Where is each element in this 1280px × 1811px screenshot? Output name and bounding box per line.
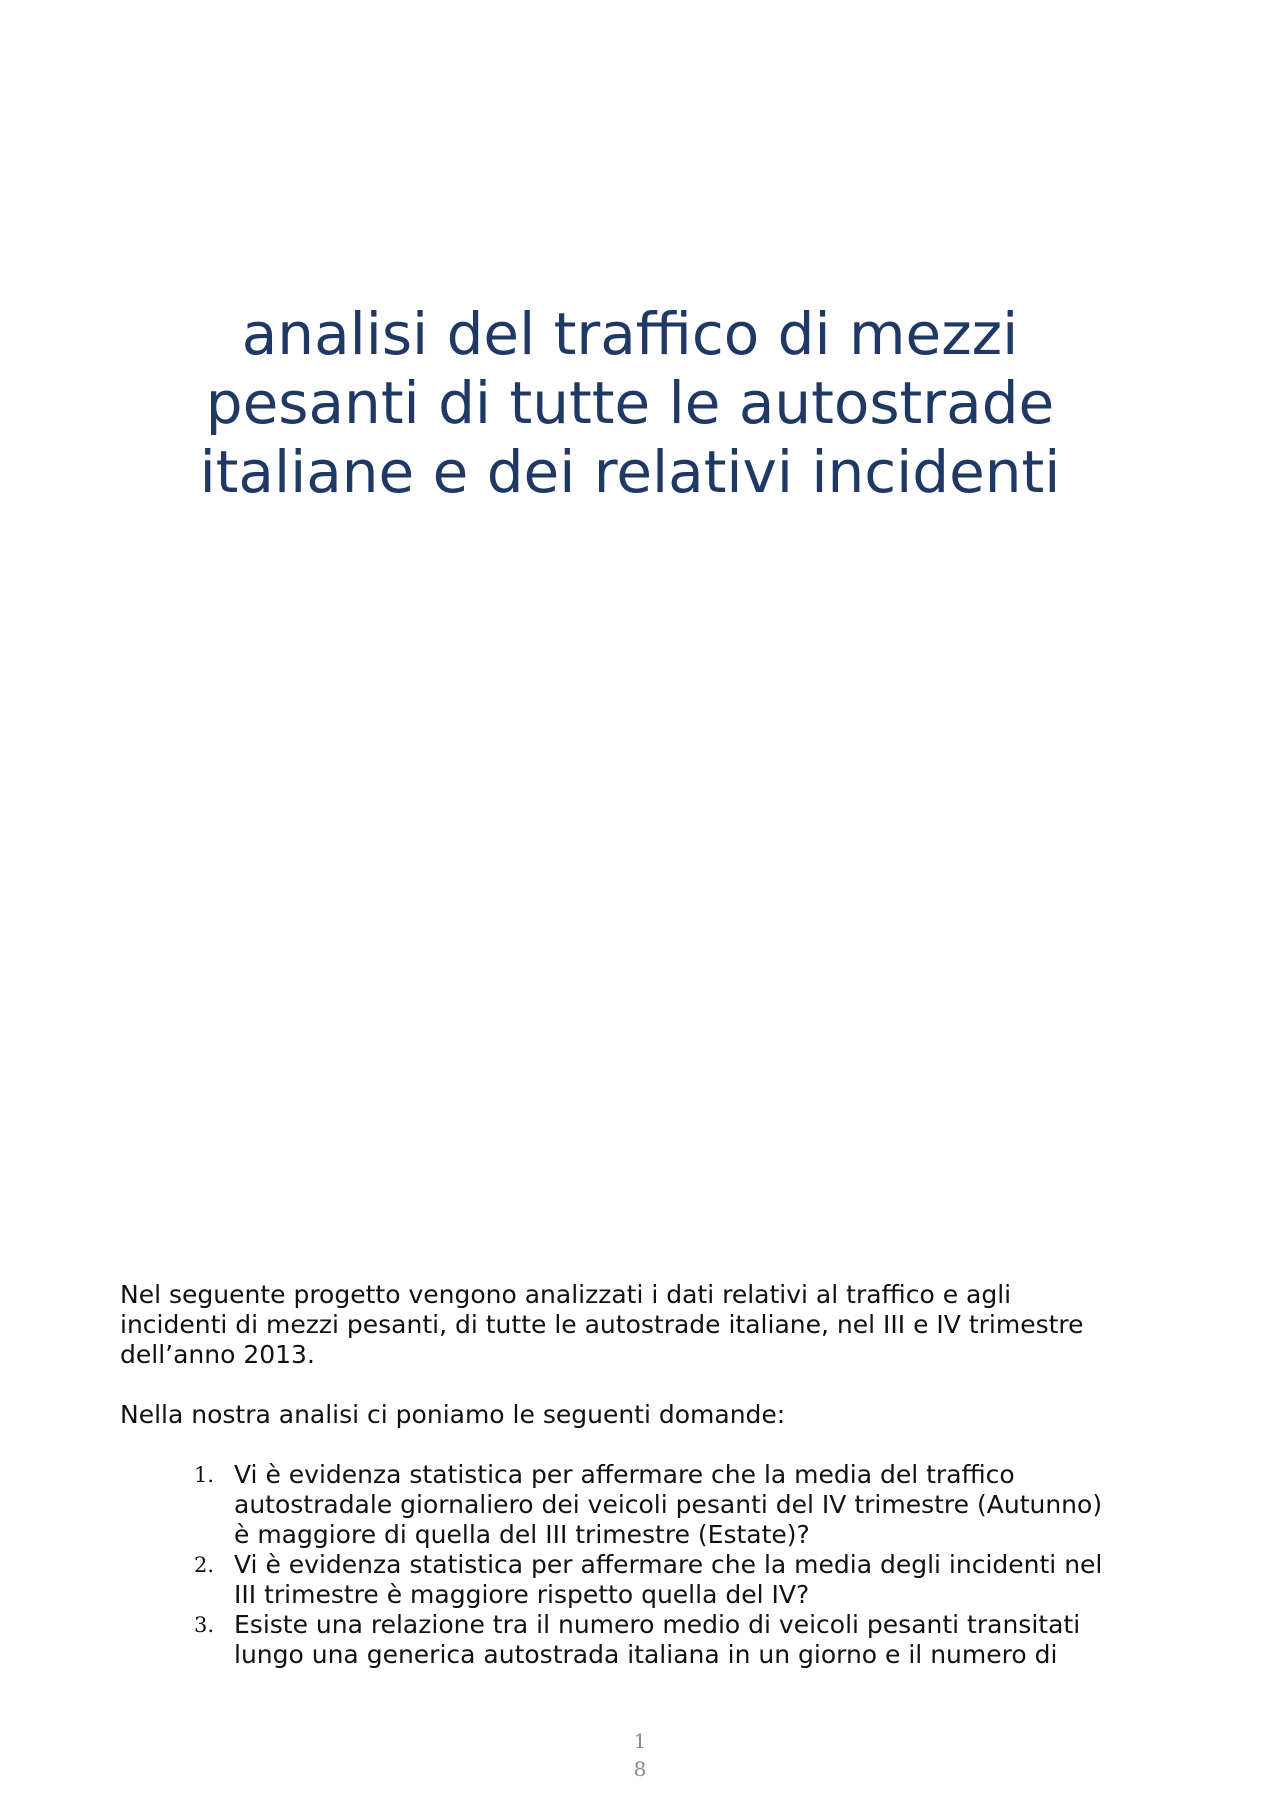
page-number-digit: 1 (633, 1729, 647, 1753)
list-item (120, 1550, 1170, 1610)
list-item-number: 3. (194, 1613, 215, 1637)
list-item-text (234, 1460, 1170, 1550)
question-line: III trimestre è maggiore rispetto quella del IV? (234, 1580, 810, 1609)
list-item (120, 1460, 1170, 1550)
title-line: analisi del traffico di mezzi (241, 300, 1019, 368)
intro-line: Nel seguente progetto vengono analizzati i dati relativi al traffico e agli (120, 1280, 1012, 1309)
page-number (610, 1727, 670, 1783)
list-item (120, 1610, 1170, 1670)
title-line: italiane e dei relativi incidenti (199, 438, 1061, 506)
question-line: Vi è evidenza statistica per affermare che la media del traffico (234, 1460, 1015, 1489)
intro-line: incidenti di mezzi pesanti, di tutte le autostrade italiane, nel III e IV trimestre (120, 1310, 1084, 1339)
list-item-text (234, 1610, 1170, 1670)
page-number-digit: 8 (633, 1757, 647, 1781)
list-item-text (234, 1550, 1170, 1610)
question-line: Vi è evidenza statistica per affermare che la media degli incidenti nel (234, 1550, 1103, 1579)
list-item-number: 1. (194, 1463, 215, 1487)
list-item-number: 2. (194, 1553, 215, 1577)
questions-intro: Nella nostra analisi ci poniamo le seguenti domande: (120, 1400, 786, 1429)
question-line: autostradale giornaliero dei veicoli pesanti del IV trimestre (Autunno) (234, 1490, 1103, 1519)
title-line: pesanti di tutte le autostrade (205, 369, 1055, 437)
question-line: è maggiore di quella del III trimestre (Estate)? (234, 1520, 810, 1549)
document-title (100, 300, 1160, 507)
question-line: Esiste una relazione tra il numero medio di veicoli pesanti transitati (234, 1610, 1081, 1639)
intro-line: dell’anno 2013. (120, 1340, 315, 1369)
intro-paragraph (120, 1280, 1170, 1370)
document-body (120, 1280, 1170, 1670)
question-line: lungo una generica autostrada italiana in un giorno e il numero di (234, 1640, 1058, 1669)
questions-list (120, 1460, 1170, 1670)
